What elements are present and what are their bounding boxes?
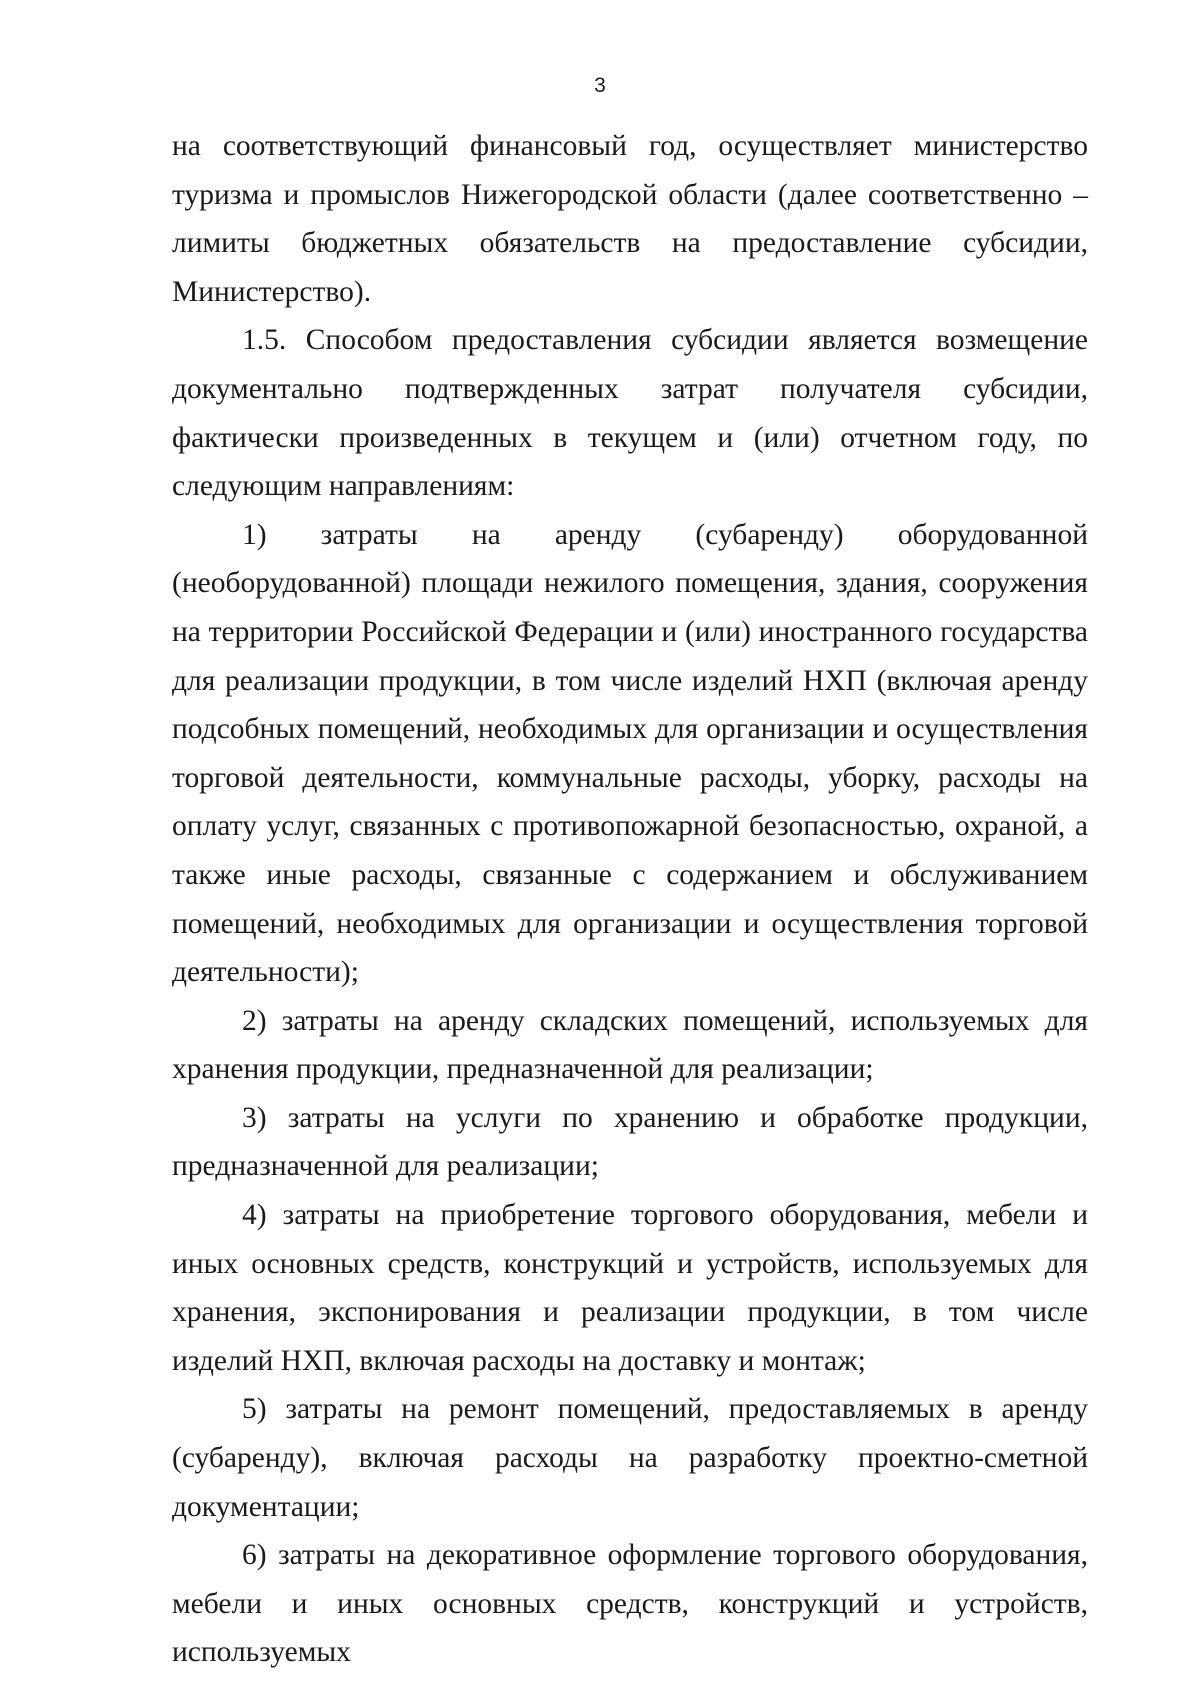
list-item-1: 1) затраты на аренду (субаренду) оборудованной (необорудованной) площади нежилого помещения, здания, сооружения на территории Российской Федерации и (или) иностранного государства для реализации продукции, в том числе изделий НХП (включая аренду подсобных помещений, необходимых для организации и осуществления торговой деятельности, коммунальные расходы, уборку, расходы на оплату услуг, связанных с противопожарной безопасностью, охраной, а также иные расходы, связанные с содержанием и обслуживанием помещений, необходимых для организации и осуществления торговой деятельности);: [172, 518, 1088, 989]
paragraph-continuation: на соответствующий финансовый год, осуществляет министерство туризма и промыслов Нижегородской области (далее соответственно – лимиты бюджетных обязательств на предоставление субсидии, Министерство).: [172, 130, 1088, 308]
list-item-3: 3) затраты на услуги по хранению и обработке продукции, предназначенной для реализации;: [172, 1101, 1088, 1183]
list-item-6: 6) затраты на декоративное оформление торгового оборудования, мебели и иных основных средств, конструкций и устройств, используемых: [172, 1539, 1088, 1669]
list-item-5: 5) затраты на ремонт помещений, предоставляемых в аренду (субаренду), включая расходы на разработку проектно-сметной документации;: [172, 1393, 1088, 1523]
document-body: [172, 122, 1088, 1677]
paragraph-1-5: 1.5. Способом предоставления субсидии является возмещение документально подтвержденных затрат получателя субсидии, фактически произведенных в текущем и (или) отчетном году, по следующим направлениям:: [172, 324, 1088, 503]
list-item-4: 4) затраты на приобретение торгового оборудования, мебели и иных основных средств, конструкций и устройств, используемых для хранения, экспонирования и реализации продукции, в том числе изделий НХП, включая расходы на доставку и монтаж;: [172, 1199, 1088, 1377]
page-number: 3: [594, 74, 606, 97]
list-item-2: 2) затраты на аренду складских помещений, используемых для хранения продукции, предназначенной для реализации;: [172, 1004, 1088, 1086]
